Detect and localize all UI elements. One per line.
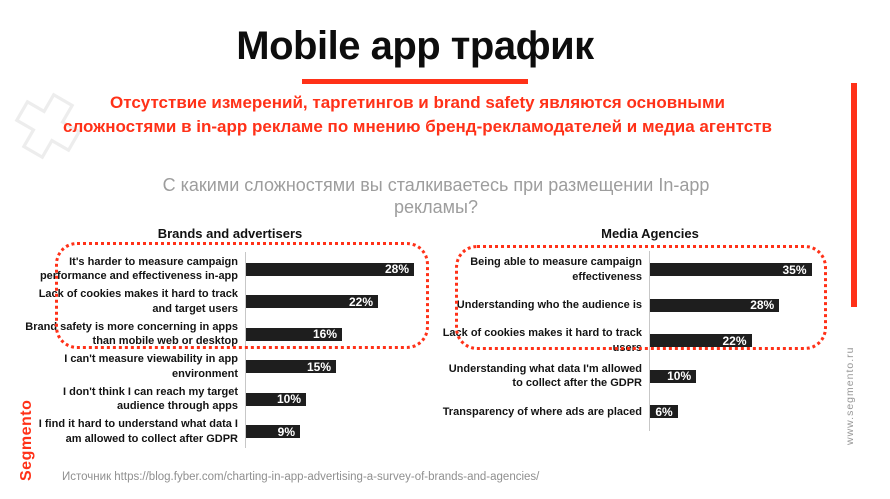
bar-track — [245, 425, 427, 438]
bar-row — [20, 416, 432, 449]
side-accent-bar — [851, 83, 857, 307]
bar-value: 10% — [667, 369, 692, 384]
bar-label: I find it hard to understand what data I am allowed to collect after GDPR — [38, 418, 238, 445]
bar-value: 22% — [348, 294, 373, 309]
bar-row — [440, 394, 836, 430]
bar-track — [245, 360, 427, 373]
bar-row — [20, 351, 432, 384]
site-url: www.segmento.ru — [844, 346, 856, 445]
bar-label: Transparency of where ads are placed — [442, 405, 642, 418]
bar-value: 28% — [750, 298, 775, 313]
bar-label: Understanding what data I'm allowed to collect after the GDPR — [448, 362, 642, 390]
source-link[interactable]: Источник https://blog.fyber.com/charting-in-app-advertising-a-survey-of-brands-and-agencies/ — [62, 471, 540, 483]
bar — [246, 425, 300, 438]
bar-track — [649, 370, 831, 383]
bar — [246, 393, 306, 406]
bar-label: It's harder to measure campaign performance and effectiveness in-app — [39, 255, 238, 283]
bar-value: 28% — [384, 262, 409, 277]
subtitle-line1: Отсутствие измерений, таргетингов и brand safety являются основными — [110, 93, 725, 112]
bar-value: 16% — [312, 327, 337, 342]
bar — [246, 360, 336, 373]
survey-question-line2: рекламы? — [394, 196, 478, 217]
survey-question-line1: С какими сложностями вы сталкиваетесь при размещении In-app — [162, 175, 710, 195]
highlight-box-agencies — [455, 245, 827, 350]
bar-value: 6% — [655, 404, 673, 419]
bar-value: 15% — [306, 359, 331, 374]
subtitle — [0, 91, 835, 139]
bar-value: 10% — [276, 392, 301, 407]
bar-row — [20, 383, 432, 416]
bar-label: I can't measure viewability in app environment — [64, 353, 238, 380]
subtitle-line2: сложностями в in-app рекламе по мнению бренд-рекламодателей и медиа агентств — [62, 116, 773, 136]
bar-value: 35% — [782, 262, 807, 277]
bar — [650, 405, 678, 418]
bar-label: Being able to measure campaign effectiveness — [470, 256, 642, 283]
chart-title-agencies: Media Agencies — [601, 226, 699, 241]
bar-label: Lack of cookies makes it hard to track users — [442, 327, 642, 354]
bar-track — [649, 405, 831, 418]
segmento-logo: Segmento — [18, 399, 35, 481]
bar — [650, 370, 696, 383]
highlight-box-brands — [55, 242, 429, 349]
page-title: Mobile app трафик — [236, 24, 594, 68]
survey-question — [96, 175, 776, 219]
bar-label: Brand safety is more concerning in apps than mobile web or desktop — [25, 320, 238, 348]
bar-label: Lack of cookies makes it hard to track and target users — [38, 288, 238, 315]
bar-label: Understanding who the audience is — [456, 299, 642, 312]
bar-value: 9% — [277, 424, 295, 439]
title-underline — [302, 79, 528, 84]
bar-label: I don't think I can reach my target audience through apps — [63, 385, 238, 413]
bar-track — [245, 393, 427, 406]
chart-title-brands: Brands and advertisers — [157, 226, 303, 241]
bar-row — [440, 359, 836, 395]
bar-value: 22% — [722, 333, 747, 348]
